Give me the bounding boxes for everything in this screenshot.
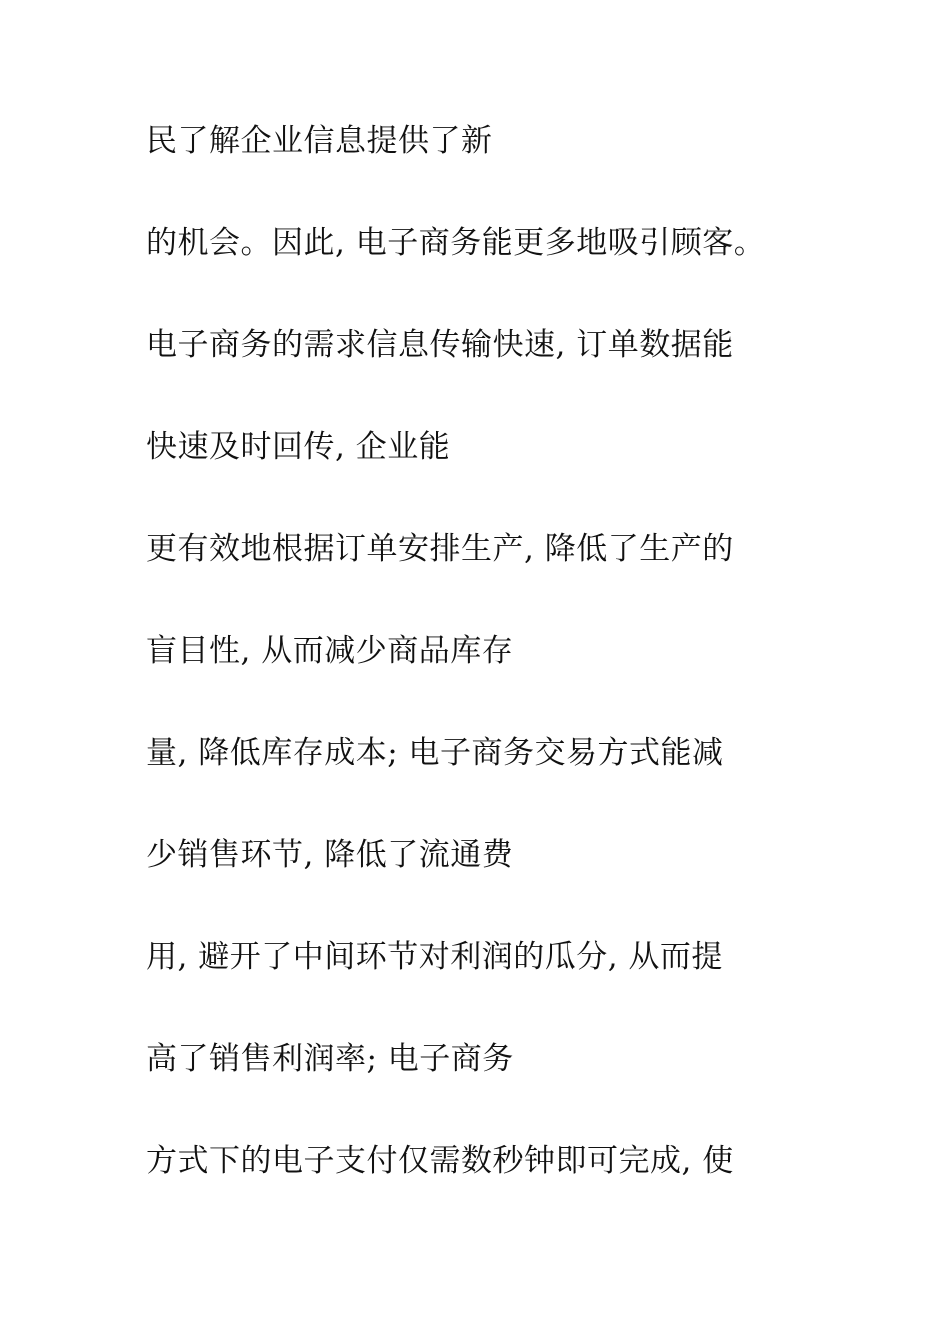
text-line: 快速及时回传, 企业能 [146,429,451,465]
text-line: 盲目性, 从而减少商品库存 [146,633,514,669]
text-line: 的机会。因此, 电子商务能更多地吸引顾客。 [146,225,766,261]
text-line: 民了解企业信息提供了新 [146,123,493,159]
text-line: 高了销售利润率; 电子商务 [146,1041,514,1077]
body-text [146,123,846,1248]
text-line: 电子商务的需求信息传输快速, 订单数据能 [146,327,734,363]
text-line: 方式下的电子支付仅需数秒钟即可完成, 使 [146,1143,734,1179]
text-line: 量, 降低库存成本; 电子商务交易方式能减 [146,735,724,771]
text-line: 用, 避开了中间环节对利润的瓜分, 从而提 [146,939,723,975]
text-line: 少销售环节, 降低了流通费 [146,837,514,873]
text-line: 更有效地根据订单安排生产, 降低了生产的 [146,531,734,567]
